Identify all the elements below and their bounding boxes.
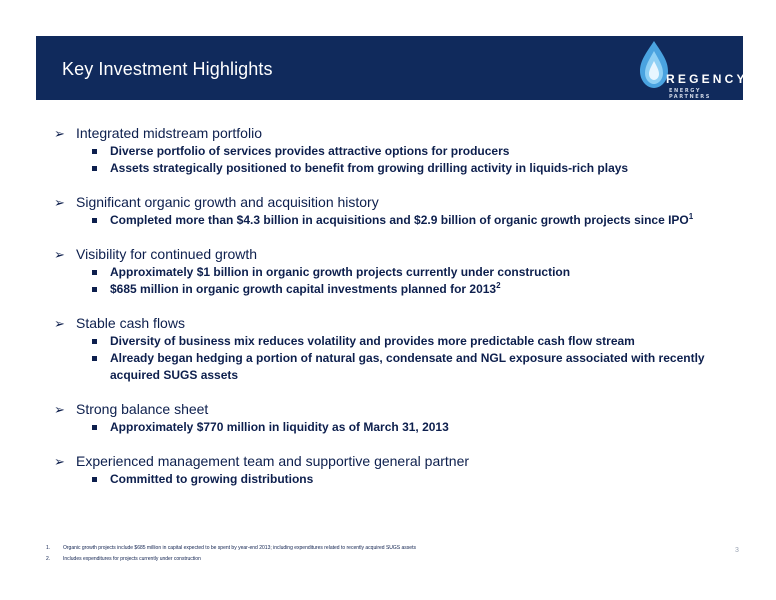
highlight-section bbox=[54, 245, 744, 298]
footnote bbox=[46, 556, 416, 562]
main-bullet-text: Stable cash flows bbox=[76, 315, 185, 331]
footnote bbox=[46, 545, 416, 551]
sub-bullet-text: Diverse portfolio of services provides attractive options for producers bbox=[110, 144, 510, 158]
square-bullet-icon bbox=[92, 356, 97, 361]
header-bar bbox=[36, 36, 748, 100]
sub-bullet-list bbox=[54, 333, 744, 384]
highlight-section bbox=[54, 314, 744, 384]
logo-tagline: ENERGY PARTNERS bbox=[669, 88, 711, 100]
square-bullet-icon bbox=[92, 425, 97, 430]
main-bullet bbox=[54, 314, 744, 333]
arrow-bullet-icon: ➢ bbox=[54, 195, 65, 210]
logo-wordmark: REGENCY bbox=[666, 72, 748, 86]
highlight-section bbox=[54, 400, 744, 436]
sub-bullet-text: Diversity of business mix reduces volatility and provides more predictable cash flow stream bbox=[110, 334, 635, 348]
arrow-bullet-icon: ➢ bbox=[54, 316, 65, 331]
sub-bullet bbox=[54, 471, 730, 488]
main-bullet bbox=[54, 400, 744, 419]
sub-bullet-list bbox=[54, 471, 744, 488]
arrow-bullet-icon: ➢ bbox=[54, 247, 65, 262]
page-number: 3 bbox=[735, 547, 739, 554]
sub-bullet-list bbox=[54, 264, 744, 298]
highlights-list bbox=[54, 124, 744, 504]
sub-bullet-text: Approximately $1 billion in organic growth projects currently under construction bbox=[110, 265, 571, 279]
main-bullet-text: Visibility for continued growth bbox=[76, 246, 258, 262]
highlight-section bbox=[54, 452, 744, 488]
highlight-section bbox=[54, 193, 744, 229]
footnote-number: 1. bbox=[46, 545, 51, 551]
sub-bullet-list bbox=[54, 143, 744, 177]
sub-bullet-text: Assets strategically positioned to benefit from growing drilling activity in liquids-rich plays bbox=[110, 161, 629, 175]
main-bullet bbox=[54, 452, 744, 471]
main-bullet-text: Significant organic growth and acquisition history bbox=[76, 194, 379, 210]
footnote-ref: 1 bbox=[688, 212, 694, 221]
square-bullet-icon bbox=[92, 149, 97, 154]
sub-bullet bbox=[54, 143, 730, 160]
arrow-bullet-icon: ➢ bbox=[54, 402, 65, 417]
main-bullet bbox=[54, 245, 744, 264]
sub-bullet-text: Completed more than $4.3 billion in acquisitions and $2.9 billion of organic growth projects since IPO bbox=[110, 213, 689, 227]
square-bullet-icon bbox=[92, 218, 97, 223]
footnote-text: Includes expenditures for projects currently under construction bbox=[63, 556, 201, 562]
sub-bullet bbox=[54, 264, 730, 281]
footnote-ref: 2 bbox=[496, 281, 501, 290]
footnote-text: Organic growth projects include $685 million in capital expected to be spent by year-end 2013; including expenditures related to recently acquired SUGS assets bbox=[63, 545, 416, 551]
footnote-number: 2. bbox=[46, 556, 51, 562]
regency-logo bbox=[634, 39, 748, 100]
sub-bullet bbox=[54, 281, 730, 298]
sub-bullet-list bbox=[54, 212, 744, 229]
square-bullet-icon bbox=[92, 166, 97, 171]
sub-bullet bbox=[54, 160, 730, 177]
square-bullet-icon bbox=[92, 477, 97, 482]
main-bullet bbox=[54, 124, 744, 143]
sub-bullet-text: $685 million in organic growth capital investments planned for 2013 bbox=[110, 282, 497, 296]
square-bullet-icon bbox=[92, 287, 97, 292]
sub-bullet-text: Already began hedging a portion of natural gas, condensate and NGL exposure associated with recently acquired SUGS assets bbox=[110, 351, 705, 382]
arrow-bullet-icon: ➢ bbox=[54, 454, 65, 469]
main-bullet bbox=[54, 193, 744, 212]
highlight-section bbox=[54, 124, 744, 177]
square-bullet-icon bbox=[92, 339, 97, 344]
arrow-bullet-icon: ➢ bbox=[54, 126, 65, 141]
main-bullet-text: Strong balance sheet bbox=[76, 401, 209, 417]
sub-bullet bbox=[54, 212, 730, 229]
main-bullet-text: Experienced management team and supportive general partner bbox=[76, 453, 470, 469]
sub-bullet-text: Committed to growing distributions bbox=[110, 472, 314, 486]
sub-bullet bbox=[54, 333, 730, 350]
sub-bullet-list bbox=[54, 419, 744, 436]
main-bullet-text: Integrated midstream portfolio bbox=[76, 125, 262, 141]
sub-bullet-text: Approximately $770 million in liquidity as of March 31, 2013 bbox=[110, 420, 449, 434]
square-bullet-icon bbox=[92, 270, 97, 275]
page-title: Key Investment Highlights bbox=[62, 59, 273, 79]
sub-bullet bbox=[54, 419, 730, 436]
sub-bullet bbox=[54, 350, 730, 384]
footnotes bbox=[46, 545, 416, 567]
